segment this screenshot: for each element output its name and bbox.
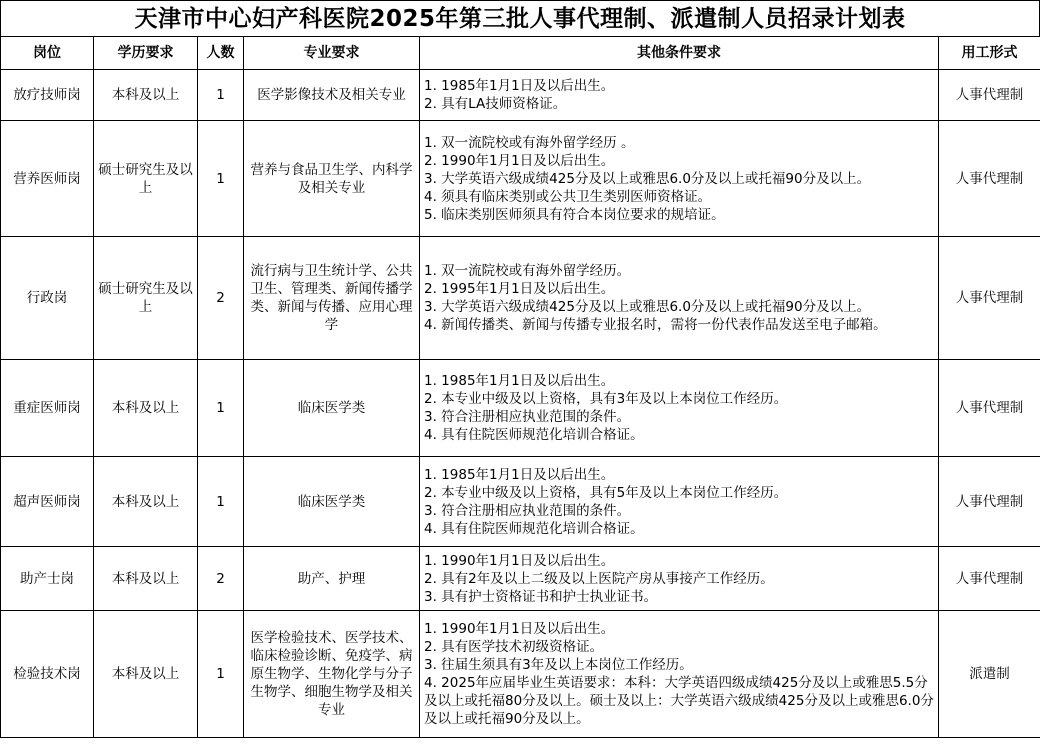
cell-employment: 派遣制 — [939, 611, 1040, 738]
requirement-line: 2. 具有LA技师资格证。 — [424, 96, 567, 112]
table-row — [1, 121, 1040, 237]
requirement-line: 2. 本专业中级及以上资格，具有5年及以上本岗位工作经历。 — [424, 484, 788, 501]
requirement-line: 3. 大学英语六级成绩425分及以上或雅思6.0分及以上或托福90分及以上。 — [424, 299, 871, 315]
page-title: 天津市中心妇产科医院2025年第三批人事代理制、派遣制人员招录计划表 — [0, 0, 1040, 36]
requirement-line: 1. 1990年1月1日及以后出生。 — [424, 552, 615, 569]
cell-count: 2 — [198, 547, 244, 611]
requirement-line: 1. 双一流院校或有海外留学经历。 — [424, 263, 631, 279]
requirement-line: 3. 往届生须具有3年及以上本岗位工作经历。 — [424, 657, 693, 673]
cell-education: 本科及以上 — [94, 457, 198, 547]
cell-major: 流行病与卫生统计学、公共卫生、管理类、新闻传播学类、新闻与传播、应用心理学 — [244, 237, 420, 360]
cell-employment: 人事代理制 — [939, 457, 1040, 547]
header-major: 专业要求 — [244, 37, 420, 70]
cell-position: 行政岗 — [1, 237, 94, 360]
requirement-line: 2. 1995年1月1日及以后出生。 — [424, 281, 615, 297]
requirement-line: 3. 符合注册相应执业范围的条件。 — [424, 502, 631, 519]
requirement-line: 4. 具有住院医师规范化培训合格证。 — [424, 520, 644, 537]
recruitment-table — [0, 36, 1040, 738]
requirement-line: 2. 具有2年及以上二级及以上医院产房从事接产工作经历。 — [424, 570, 774, 587]
cell-major: 营养与食品卫生学、内科学及相关专业 — [244, 121, 420, 237]
cell-major: 助产、护理 — [244, 547, 420, 611]
cell-position: 检验技术岗 — [1, 611, 94, 738]
table-row — [1, 360, 1040, 457]
header-other: 其他条件要求 — [420, 37, 939, 70]
cell-position: 营养医师岗 — [1, 121, 94, 237]
table-row — [1, 70, 1040, 121]
cell-other-requirements — [420, 457, 939, 547]
cell-education: 硕士研究生及以上 — [94, 121, 198, 237]
cell-education: 本科及以上 — [94, 547, 198, 611]
cell-employment: 人事代理制 — [939, 237, 1040, 360]
header-count: 人数 — [198, 37, 244, 70]
cell-employment: 人事代理制 — [939, 360, 1040, 457]
cell-other-requirements — [420, 237, 939, 360]
header-employment: 用工形式 — [939, 37, 1040, 70]
cell-position: 超声医师岗 — [1, 457, 94, 547]
cell-employment: 人事代理制 — [939, 70, 1040, 121]
requirement-line: 1. 1985年1月1日及以后出生。 — [424, 373, 615, 389]
cell-count: 1 — [198, 457, 244, 547]
cell-count: 1 — [198, 611, 244, 738]
cell-education: 本科及以上 — [94, 70, 198, 121]
cell-employment: 人事代理制 — [939, 547, 1040, 611]
cell-count: 2 — [198, 237, 244, 360]
requirement-line: 3. 符合注册相应执业范围的条件。 — [424, 409, 631, 425]
cell-count: 1 — [198, 360, 244, 457]
requirement-line: 3. 具有护士资格证书和护士执业证书。 — [424, 588, 658, 605]
requirement-line: 1. 1990年1月1日及以后出生。 — [424, 621, 615, 637]
cell-employment: 人事代理制 — [939, 121, 1040, 237]
cell-other-requirements — [420, 70, 939, 121]
requirement-line: 2. 具有医学技术初级资格证。 — [424, 639, 604, 655]
cell-major: 临床医学类 — [244, 360, 420, 457]
cell-education: 硕士研究生及以上 — [94, 237, 198, 360]
requirement-line: 3. 大学英语六级成绩425分及以上或雅思6.0分及以上或托福90分及以上。 — [424, 170, 871, 187]
requirement-line: 1. 双一流院校或有海外留学经历 。 — [424, 134, 635, 151]
table-row — [1, 237, 1040, 360]
cell-major: 医学检验技术、医学技术、临床检验诊断、免疫学、病原生物学、生物化学与分子生物学、细胞生物学及相关专业 — [244, 611, 420, 738]
requirement-line: 5. 临床类别医师须具有符合本岗位要求的规培证。 — [424, 206, 725, 223]
table-row — [1, 547, 1040, 611]
requirement-line: 2. 本专业中级及以上资格，具有3年及以上本岗位工作经历。 — [424, 391, 788, 407]
requirement-line: 4. 新闻传播类、新闻与传播专业报名时，需将一份代表作品发送至电子邮箱。 — [424, 317, 887, 333]
cell-education: 本科及以上 — [94, 360, 198, 457]
cell-education: 本科及以上 — [94, 611, 198, 738]
cell-position: 重症医师岗 — [1, 360, 94, 457]
header-education: 学历要求 — [94, 37, 198, 70]
cell-count: 1 — [198, 70, 244, 121]
requirement-line: 4. 2025年应届毕业生英语要求：本科：大学英语四级成绩425分及以上或雅思5.5分及以上或托福80分及以上。硕士及以上：大学英语六级成绩425分及以上或雅思6.0分及以上或托福90分及以上。 — [424, 675, 934, 727]
requirement-line: 4. 具有住院医师规范化培训合格证。 — [424, 427, 644, 443]
table-row — [1, 457, 1040, 547]
table-row — [1, 611, 1040, 738]
header-position: 岗位 — [1, 37, 94, 70]
cell-position: 放疗技师岗 — [1, 70, 94, 121]
cell-other-requirements — [420, 121, 939, 237]
requirement-line: 1. 1985年1月1日及以后出生。 — [424, 78, 615, 94]
cell-other-requirements — [420, 611, 939, 738]
cell-count: 1 — [198, 121, 244, 237]
cell-position: 助产士岗 — [1, 547, 94, 611]
cell-other-requirements — [420, 547, 939, 611]
cell-major: 临床医学类 — [244, 457, 420, 547]
requirement-line: 1. 1985年1月1日及以后出生。 — [424, 466, 615, 483]
table-header-row — [1, 37, 1040, 70]
requirement-line: 4. 须具有临床类别或公共卫生类别医师资格证。 — [424, 188, 712, 205]
cell-major: 医学影像技术及相关专业 — [244, 70, 420, 121]
cell-other-requirements — [420, 360, 939, 457]
requirement-line: 2. 1990年1月1日及以后出生。 — [424, 152, 615, 169]
